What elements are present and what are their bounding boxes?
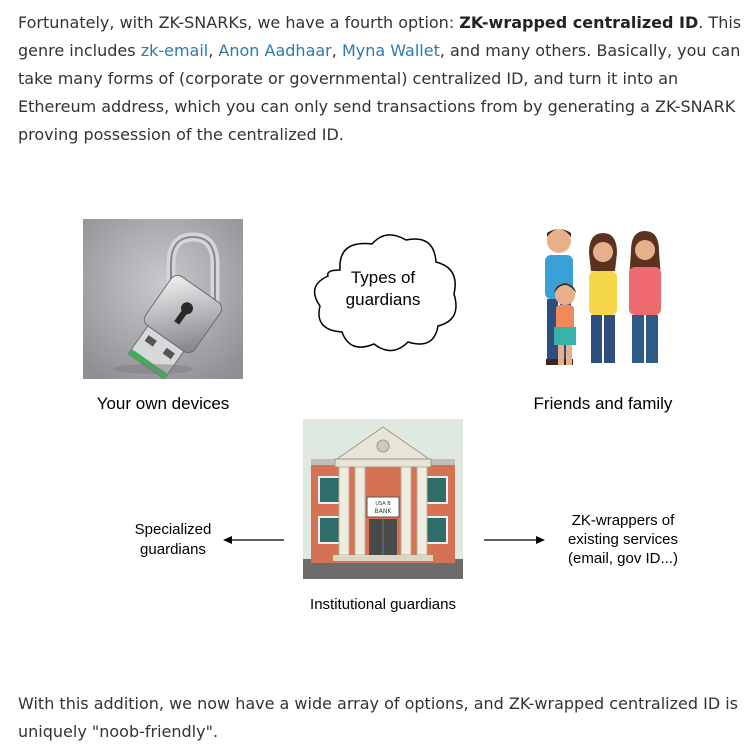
devices-label: Your own devices [96, 394, 230, 413]
intro-bold: ZK-wrapped centralized ID [459, 13, 699, 32]
outro-paragraph: With this addition, we now have a wide array of options, and ZK-wrapped centralized ID is uniquely "noob-friendly". [18, 694, 739, 741]
bank-small-sign: USA B [375, 501, 391, 507]
intro-text-2: . This genre includes [18, 13, 742, 60]
zkwrappers-label: ZK-wrappers of existing services (email, gov ID...) [567, 512, 679, 567]
usb-key-image [83, 219, 243, 379]
center-label: Types of guardians [345, 268, 421, 309]
friends-label: Friends and family [533, 394, 673, 413]
link-zk-email[interactable]: zk-email [140, 41, 209, 60]
link-anon-aadhaar[interactable]: Anon Aadhaar [218, 41, 332, 60]
bank-building-image [303, 419, 463, 579]
institutional-label: Institutional guardians [310, 596, 456, 613]
family-image [523, 219, 683, 379]
intro-separator: , [208, 41, 219, 60]
intro-paragraph [18, 9, 748, 149]
intro-separator: , [331, 41, 342, 60]
intro-text-1: Fortunately, with ZK-SNARKs, we have a fourth option: [18, 13, 460, 32]
link-myna-wallet[interactable]: Myna Wallet [341, 41, 440, 60]
right-arrow [482, 532, 546, 546]
bank-sign: BANK [374, 508, 392, 515]
left-arrow [222, 532, 286, 546]
intro-text-3: , and many others. Basically, you can take many forms of (corporate or governmental) centralized ID, and turn it into an Ethereum address, which you can only send transactions from by generating a ZK-SNARK proving possession of the centralized ID. [18, 41, 741, 144]
specialized-label: Specialized guardians [134, 521, 212, 558]
